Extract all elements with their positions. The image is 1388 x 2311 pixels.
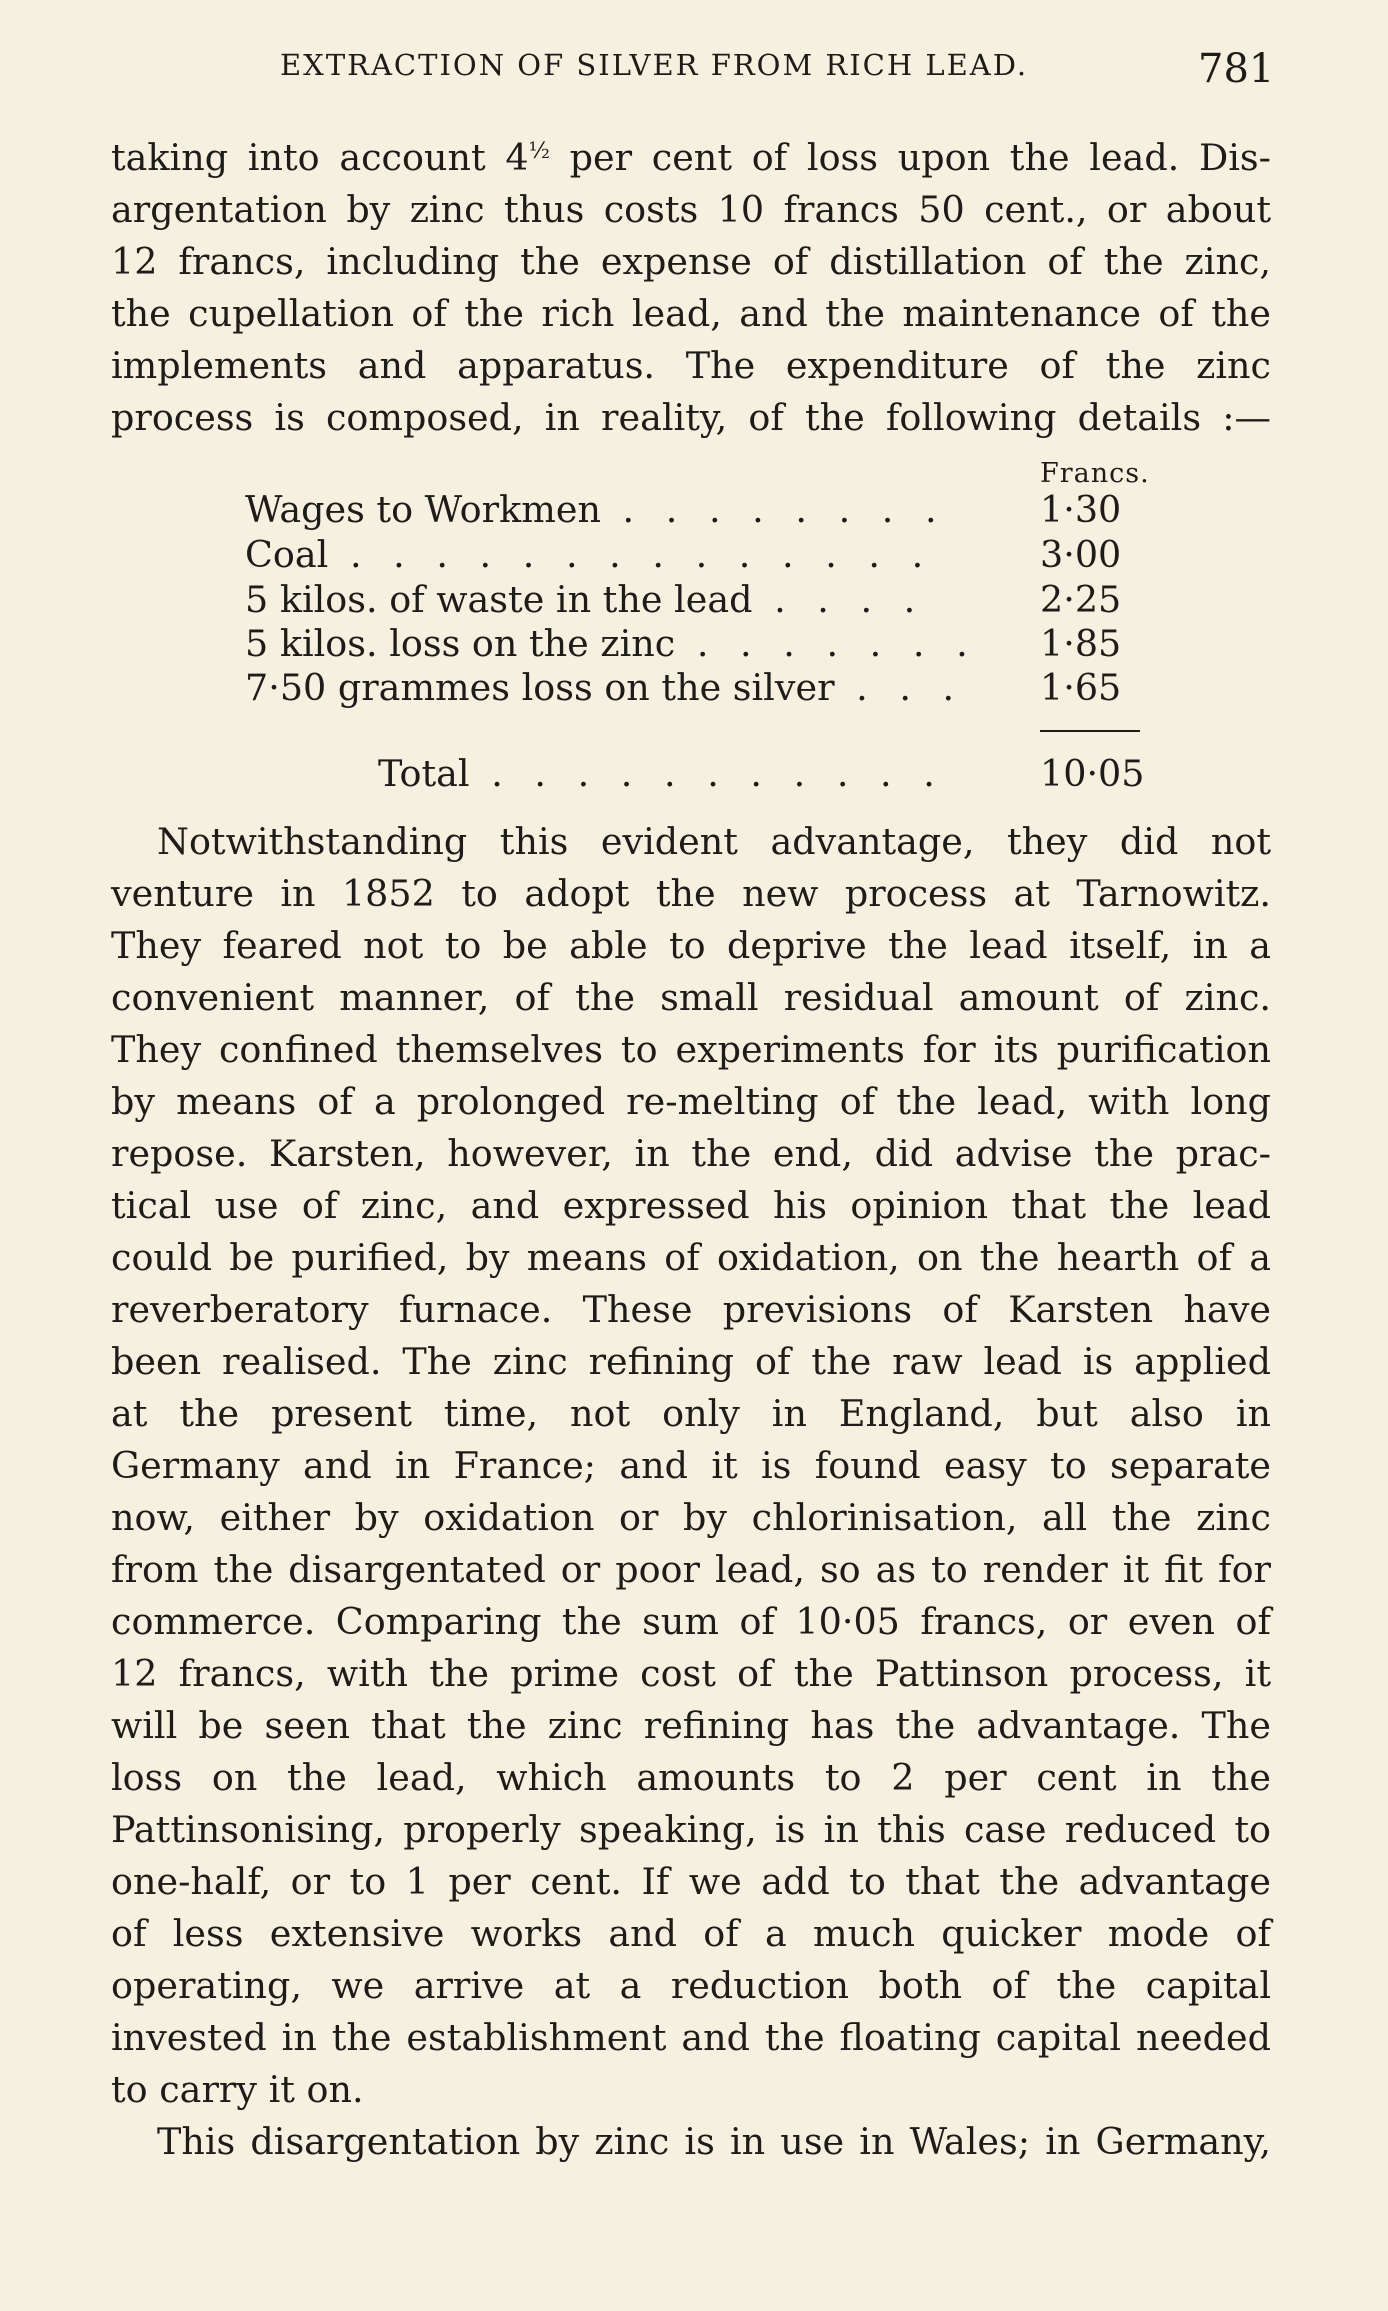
cost-row-value: 3·00: [1040, 533, 1122, 576]
paragraph-2-line: venture in 1852 to adopt the new process at Tarnowitz.: [111, 872, 1271, 915]
paragraph-1-line-1: taking into account $4^{\frac{1}{2}}$ per cent of loss upon the lead. Dis-: [111, 136, 1271, 179]
paragraph-2-line: to carry it on.: [111, 2068, 364, 2111]
paragraph-2-line: at the present time, not only in England, but also in: [111, 1392, 1271, 1435]
paragraph-2-line: They feared not to be able to deprive the lead itself, in a: [111, 924, 1271, 967]
cost-row-value: 1·85: [1040, 622, 1122, 665]
paragraph-2-line: reverberatory furnace. These previsions of Karsten have: [111, 1288, 1271, 1331]
paragraph-2-line: convenient manner, of the small residual amount of zinc.: [111, 976, 1271, 1019]
cost-row-label: 5 kilos. of waste in the lead . . . .: [245, 578, 926, 621]
paragraph-1-line-2: argentation by zinc thus costs 10 francs 50 cent., or about: [111, 188, 1271, 231]
paragraph-2-line: been realised. The zinc refining of the raw lead is applied: [111, 1340, 1271, 1383]
cost-row-value: 2·25: [1040, 578, 1122, 621]
cost-row-label: Wages to Workmen . . . . . . . .: [245, 488, 947, 531]
cost-total-label: Total . . . . . . . . . . .: [378, 752, 945, 795]
cost-row-label: 7·50 grammes loss on the silver . . .: [245, 666, 965, 709]
paragraph-2-line: Pattinsonising, properly speaking, is in this case reduced to: [111, 1808, 1271, 1851]
paragraph-2-line: from the disargentated or poor lead, so as to render it fit for: [111, 1548, 1271, 1591]
fraction-one-half: ½: [528, 139, 550, 164]
paragraph-1-line-3: 12 francs, including the expense of distillation of the zinc,: [111, 240, 1271, 283]
page-number: 781: [1198, 46, 1275, 92]
paragraph-2-line: They confined themselves to experiments for its purification: [111, 1028, 1271, 1071]
paragraph-3-line-1: This disargentation by zinc is in use in Wales; in Germany,: [157, 2120, 1271, 2163]
paragraph-2-line: Notwithstanding this evident advantage, they did not: [157, 820, 1271, 863]
cost-row-label: Coal . . . . . . . . . . . . . .: [245, 533, 934, 576]
paragraph-2-line: invested in the establishment and the floating capital needed: [111, 2016, 1271, 2059]
paragraph-2-line: one-half, or to 1 per cent. If we add to that the advantage: [111, 1860, 1271, 1903]
cost-row-label: 5 kilos. loss on the zinc . . . . . . .: [245, 622, 978, 665]
paragraph-2-line: of less extensive works and of a much quicker mode of: [111, 1912, 1271, 1955]
paragraph-2-line: by means of a prolonged re-melting of the lead, with long: [111, 1080, 1271, 1123]
paragraph-2-line: operating, we arrive at a reduction both of the capital: [111, 1964, 1271, 2007]
paragraph-2-line: Germany and in France; and it is found easy to separate: [111, 1444, 1271, 1487]
paragraph-2-line: repose. Karsten, however, in the end, did advise the prac-: [111, 1132, 1271, 1175]
cost-row-value: 1·65: [1040, 666, 1122, 709]
cost-row-value: 1·30: [1040, 488, 1122, 531]
cost-unit-header: Francs.: [1040, 458, 1150, 489]
paragraph-2-line: tical use of zinc, and expressed his opinion that the lead: [111, 1184, 1271, 1227]
paragraph-1-line-5: implements and apparatus. The expenditure of the zinc: [111, 344, 1271, 387]
cost-total-value: 10·05: [1040, 752, 1145, 795]
paragraph-2-line: 12 francs, with the prime cost of the Pattinson process, it: [111, 1652, 1271, 1695]
paragraph-2-line: now, either by oxidation or by chlorinisation, all the zinc: [111, 1496, 1271, 1539]
sum-rule-divider: [1040, 730, 1140, 732]
paragraph-2-line: could be purified, by means of oxidation, on the hearth of a: [111, 1236, 1271, 1279]
paragraph-2-line: commerce. Comparing the sum of 10·05 francs, or even of: [111, 1600, 1271, 1643]
paragraph-1-line-6: process is composed, in reality, of the following details :—: [111, 396, 1271, 439]
paragraph-1-line-4: the cupellation of the rich lead, and the maintenance of the: [111, 292, 1271, 335]
paragraph-2-line: will be seen that the zinc refining has the advantage. The: [111, 1704, 1271, 1747]
paragraph-2-line: loss on the lead, which amounts to 2 per cent in the: [111, 1756, 1271, 1799]
running-head: EXTRACTION OF SILVER FROM RICH LEAD.: [280, 48, 1029, 82]
